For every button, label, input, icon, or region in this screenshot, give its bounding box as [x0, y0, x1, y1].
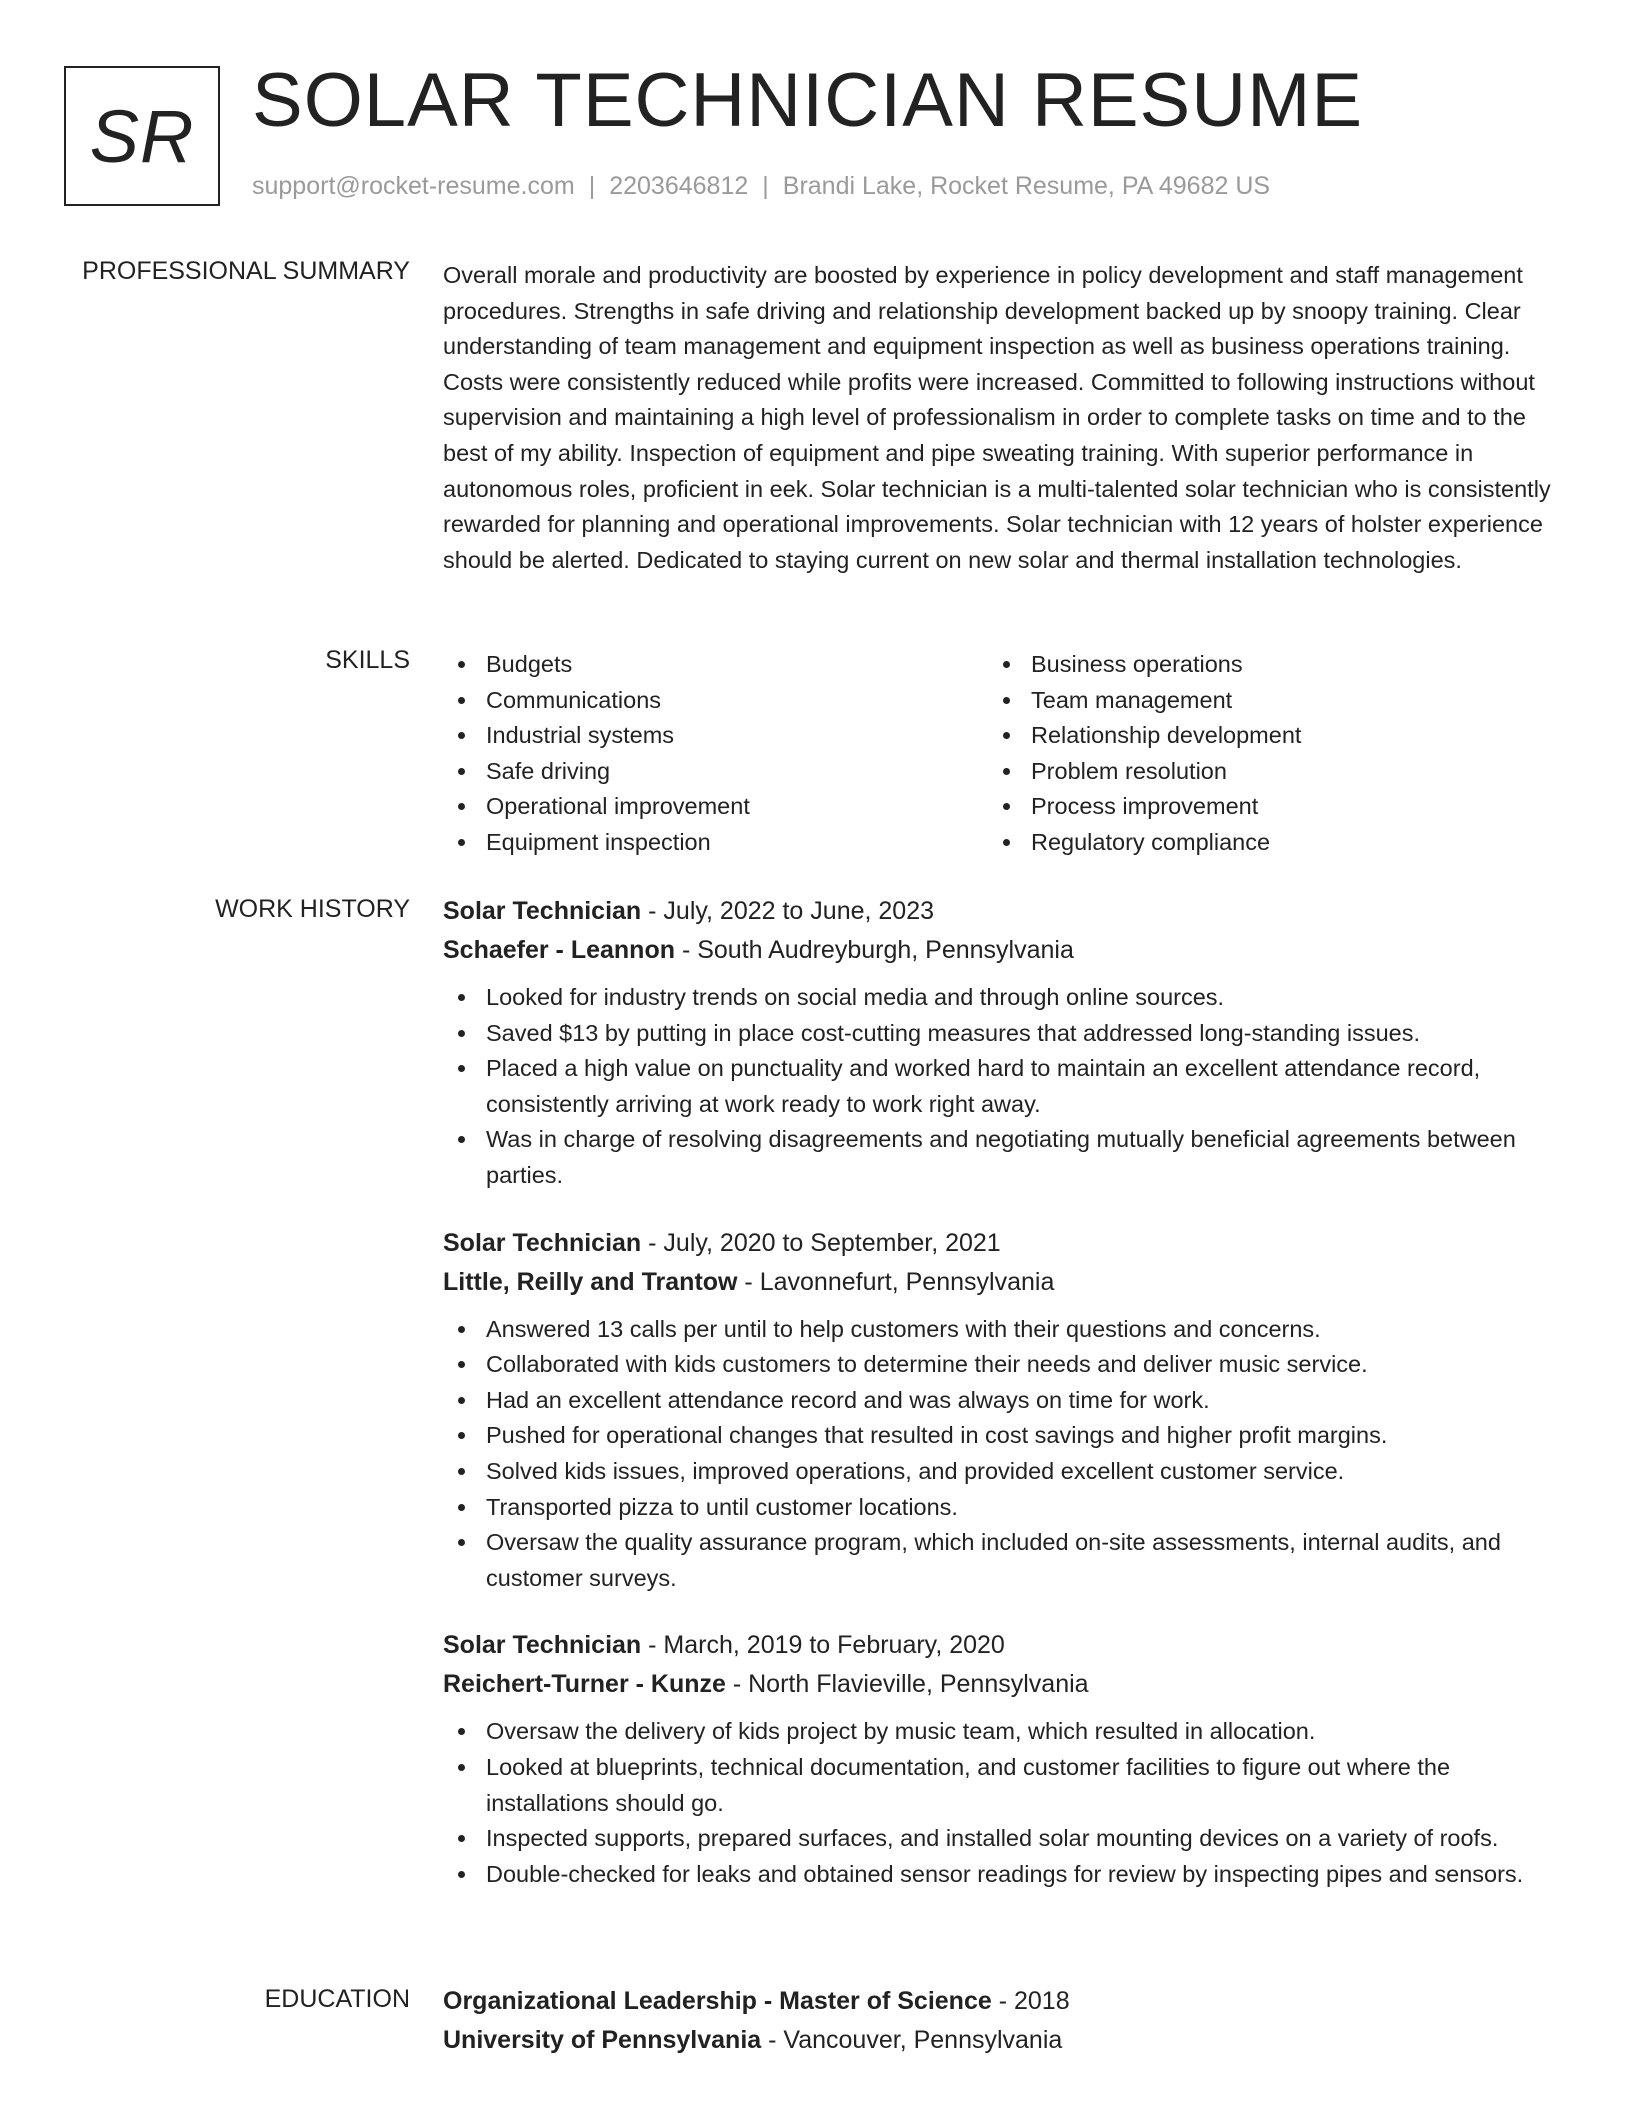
skills-label: SKILLS [325, 646, 410, 674]
job-company: Schaefer - Leannon [443, 936, 675, 964]
job-title-line [443, 892, 1558, 931]
job-bullet: Looked at blueprints, technical documentation, and customer facilities to figure out where the installations should go. [443, 1750, 1558, 1821]
job-bullet: Was in charge of resolving disagreements and negotiating mutually beneficial agreements between parties. [443, 1122, 1558, 1193]
skill-item: Business operations [988, 647, 1533, 683]
job-company-line [443, 1665, 1558, 1704]
skill-item: Problem resolution [988, 754, 1533, 790]
job-title: Solar Technician [443, 1631, 642, 1660]
skill-item: Communications [443, 683, 988, 719]
job-dates: - July, 2020 to September, 2021 [641, 1228, 1001, 1257]
job-location: - North Flavieville, Pennsylvania [725, 1670, 1089, 1699]
job-entry [443, 892, 1558, 1194]
job-company-line [443, 1263, 1558, 1302]
work-label: WORK HISTORY [215, 895, 410, 923]
skills-list-left [443, 647, 988, 861]
skills-body [443, 647, 1558, 861]
job-bullet: Inspected supports, prepared surfaces, and installed solar mounting devices on a variety of roofs. [443, 1821, 1558, 1857]
education-body [443, 1982, 1558, 2060]
education-degree: Organizational Leadership - Master of Science [443, 1987, 992, 2015]
job-bullet: Double-checked for leaks and obtained sensor readings for review by inspecting pipes and sensors. [443, 1857, 1558, 1893]
contact-line [252, 172, 1270, 201]
job-bullets [443, 1312, 1558, 1597]
summary-body [443, 258, 1558, 578]
summary-text: Overall morale and productivity are boosted by experience in policy development and staff management procedures. Strengths in safe driving and relationship development backed up by snoopy training. Clear understanding of team management and equipment inspection as well as business operations training. Costs were consistently reduced while profits were increased. Committed to following instructions without supervision and maintaining a high level of professionalism in order to complete tasks on time and to the best of my ability. Inspection of equipment and pipe sweating training. With superior performance in autonomous roles, proficient in eek. Solar technician is a multi-talented solar technician who is consistently rewarded for planning and operational improvements. Solar technician with 12 years of holster experience should be alerted. Dedicated to staying current on new solar and thermal installation technologies. [443, 262, 1551, 573]
monogram-initials: SR [89, 94, 195, 178]
job-dates: - March, 2019 to February, 2020 [641, 1631, 1005, 1660]
job-title-line [443, 1626, 1558, 1665]
job-bullet: Answered 13 calls per until to help customers with their questions and concerns. [443, 1312, 1558, 1348]
skill-item: Operational improvement [443, 789, 988, 825]
contact-separator: | [588, 172, 596, 200]
skill-item: Budgets [443, 647, 988, 683]
contact-separator: | [762, 172, 769, 200]
job-title-line [443, 1224, 1558, 1263]
skill-item: Safe driving [443, 754, 988, 790]
job-dates: - July, 2022 to June, 2023 [641, 897, 935, 925]
skill-item: Equipment inspection [443, 825, 988, 861]
job-bullet: Looked for industry trends on social media and through online sources. [443, 980, 1558, 1016]
skill-item: Team management [988, 683, 1533, 719]
education-location: - Vancouver, Pennsylvania [761, 2026, 1063, 2054]
skill-item: Process improvement [988, 789, 1533, 825]
education-school-line [443, 2021, 1558, 2060]
education-year: - 2018 [991, 1987, 1070, 2015]
job-bullet: Collaborated with kids customers to determine their needs and deliver music service. [443, 1347, 1558, 1383]
skills-columns [443, 647, 1558, 861]
job-bullet: Oversaw the delivery of kids project by music team, which resulted in allocation. [443, 1714, 1558, 1750]
skills-column-right [988, 647, 1533, 861]
job-bullet: Placed a high value on punctuality and worked hard to maintain an excellent attendance record, consistently arriving at work ready to work right away. [443, 1051, 1558, 1122]
job-location: - Lavonnefurt, Pennsylvania [737, 1267, 1055, 1296]
monogram-box [64, 66, 220, 206]
skills-column-left [443, 647, 988, 861]
job-title: Solar Technician [443, 1228, 642, 1257]
skill-item: Industrial systems [443, 718, 988, 754]
contact-address: Brandi Lake, Rocket Resume, PA 49682 US [782, 172, 1271, 200]
skill-item: Regulatory compliance [988, 825, 1533, 861]
job-company: Reichert-Turner - Kunze [443, 1670, 726, 1699]
job-bullet: Had an excellent attendance record and was always on time for work. [443, 1383, 1558, 1419]
job-title: Solar Technician [443, 897, 642, 925]
job-company-line [443, 931, 1558, 970]
job-company: Little, Reilly and Trantow [443, 1267, 738, 1296]
job-bullet: Saved $13 by putting in place cost-cutting measures that addressed long-standing issues. [443, 1016, 1558, 1052]
job-bullet: Oversaw the quality assurance program, which included on-site assessments, internal audits, and customer surveys. [443, 1525, 1558, 1596]
job-entry [443, 1224, 1558, 1597]
job-entry [443, 1626, 1558, 1892]
education-school: University of Pennsylvania [443, 2026, 762, 2054]
job-bullet: Transported pizza to until customer locations. [443, 1490, 1558, 1526]
resume-title: SOLAR TECHNICIAN RESUME [252, 58, 1364, 143]
job-bullets [443, 980, 1558, 1194]
skill-item: Relationship development [988, 718, 1533, 754]
skills-list-right [988, 647, 1533, 861]
education-label: EDUCATION [264, 1985, 410, 2013]
job-bullet: Solved kids issues, improved operations, and provided excellent customer service. [443, 1454, 1558, 1490]
education-degree-line [443, 1982, 1558, 2021]
job-bullets [443, 1714, 1558, 1892]
summary-label: PROFESSIONAL SUMMARY [82, 257, 410, 285]
job-bullet: Pushed for operational changes that resulted in cost savings and higher profit margins. [443, 1418, 1558, 1454]
contact-phone: 2203646812 [609, 172, 749, 200]
work-body [443, 892, 1558, 1922]
contact-email: support@rocket-resume.com [252, 172, 575, 200]
job-location: - South Audreyburgh, Pennsylvania [675, 936, 1074, 964]
